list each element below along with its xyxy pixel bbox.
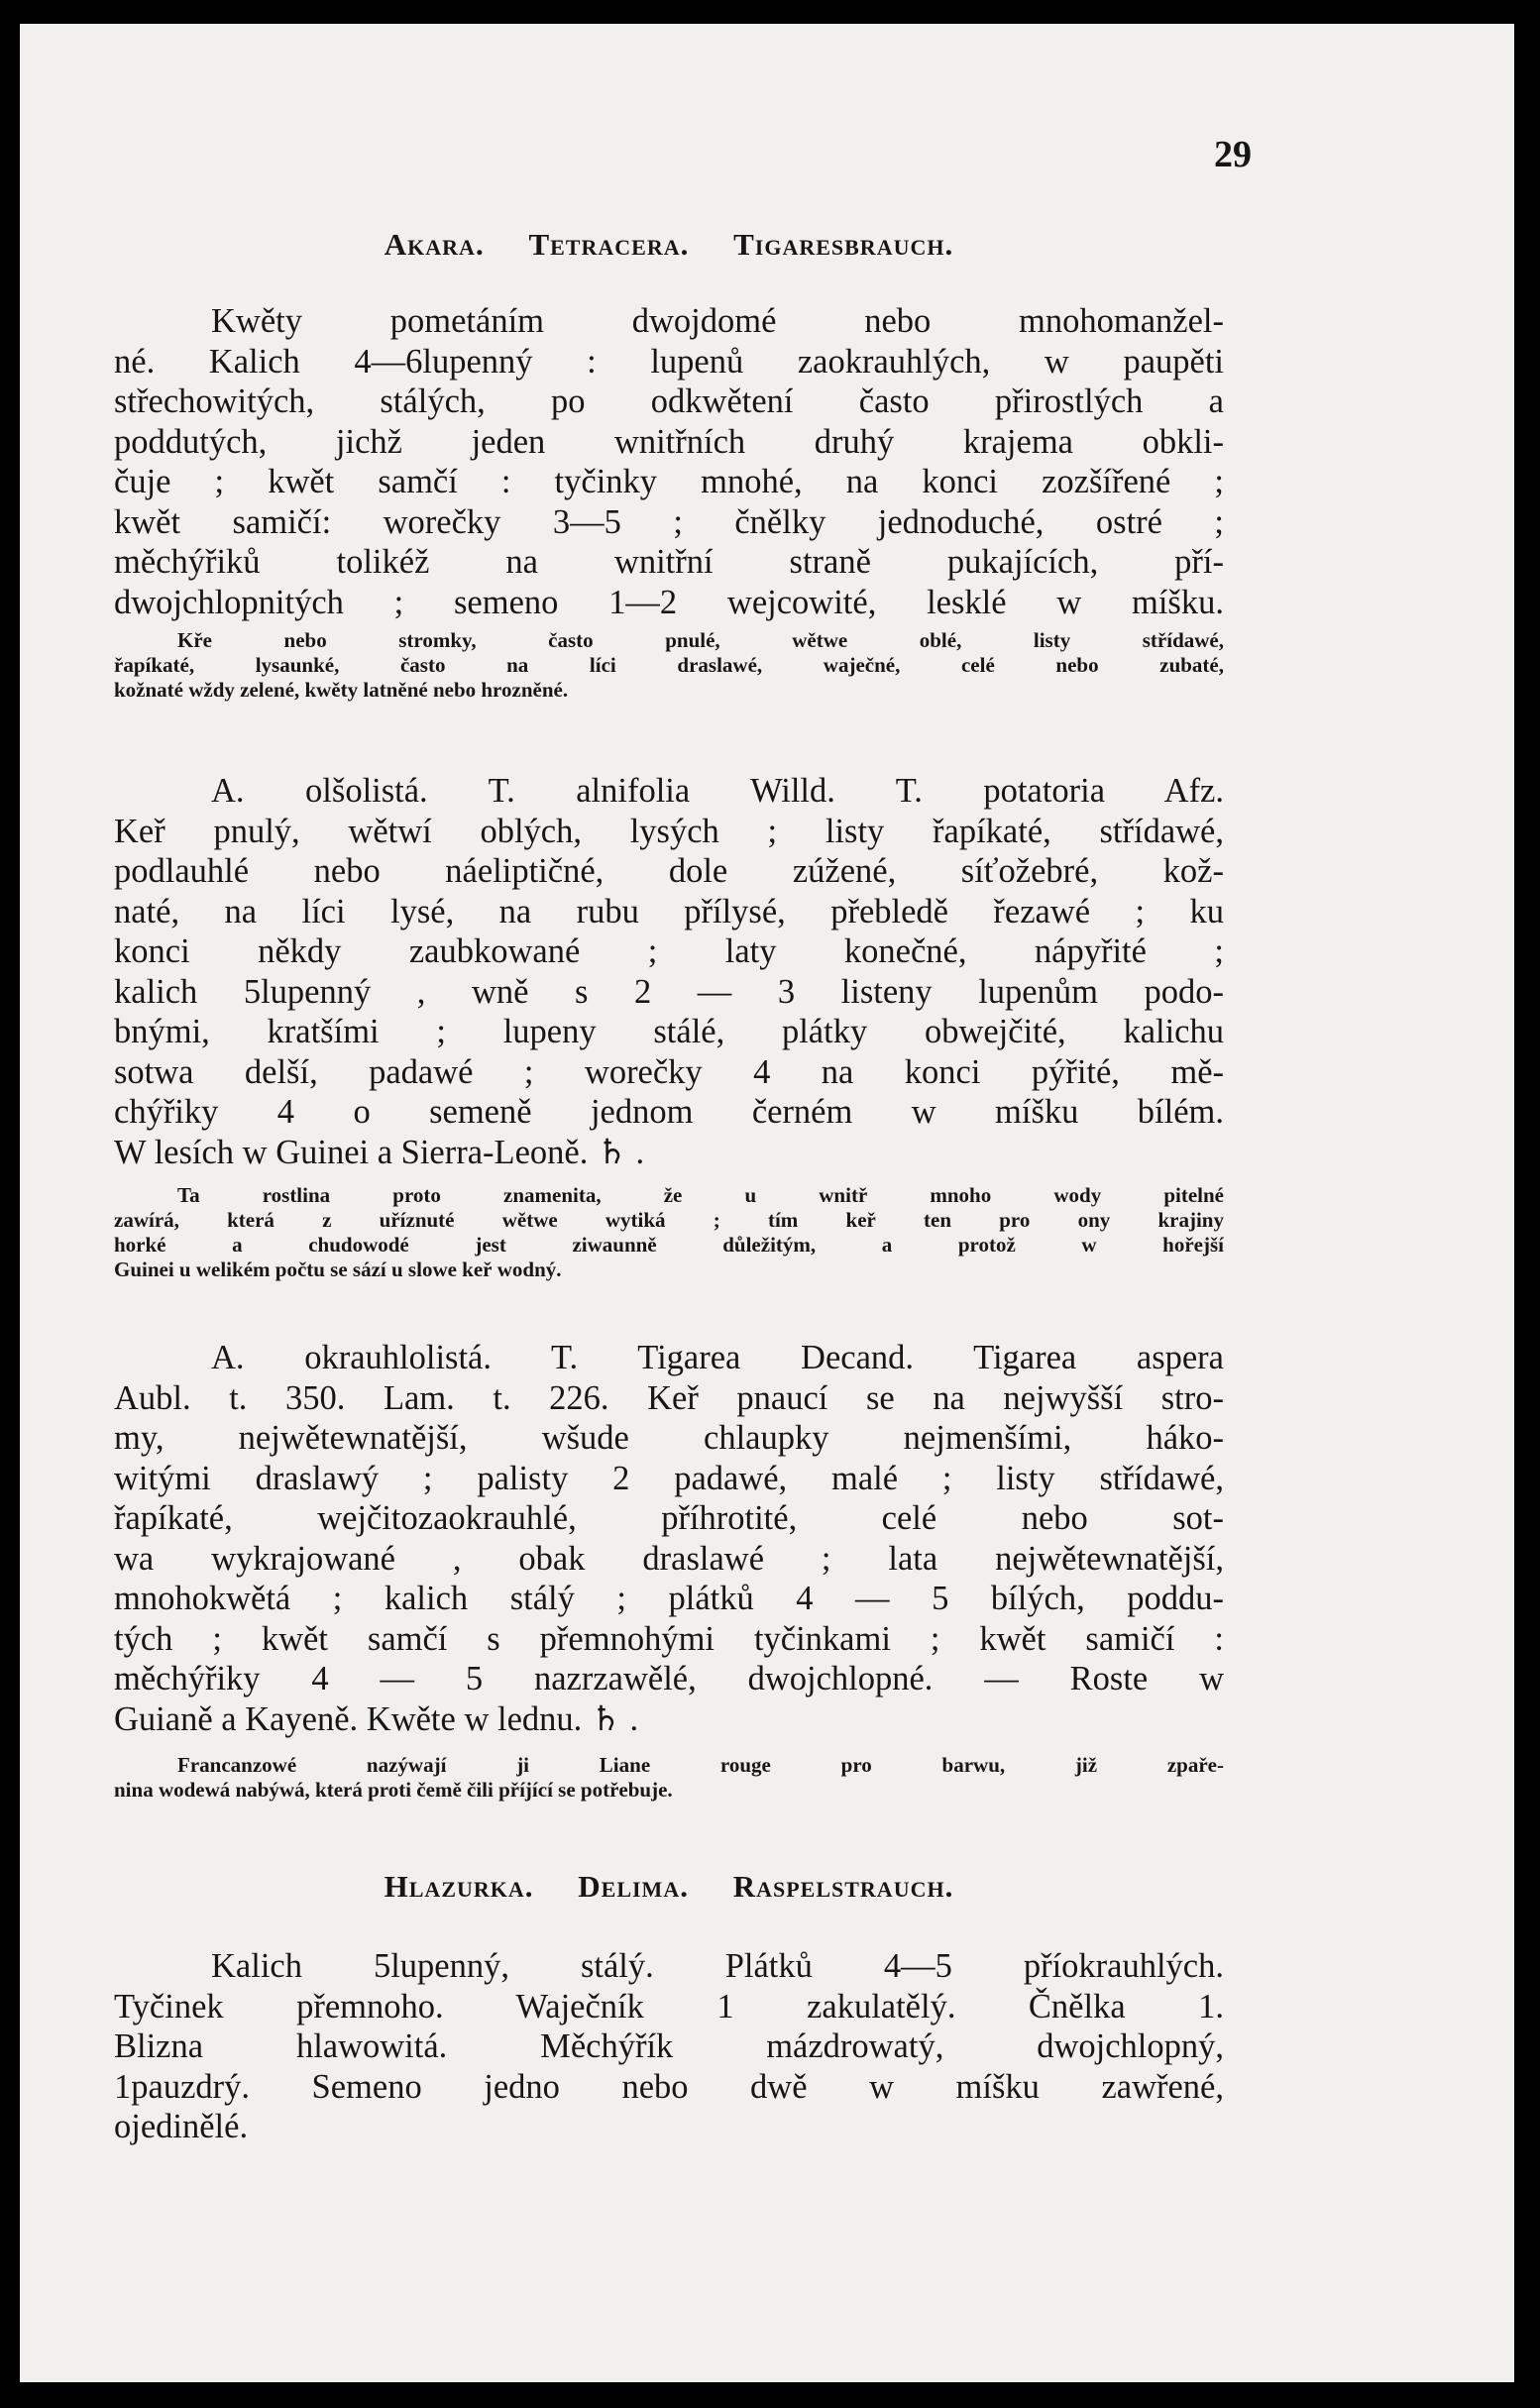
text-line: měchýřiky 4 — 5 nazrzawělé, dwojchlopné. — Roste w: [114, 1660, 1224, 1697]
text-line: kwět samičí: worečky 3—5 ; čnělky jednoduché, ostré ;: [114, 502, 1224, 541]
text-line: sotwa delší, padawé ; worečky 4 na konci pýřité, mě-: [114, 1052, 1224, 1091]
text-line: W lesích w Guinei a Sierra-Leoně. ♄ .: [114, 1133, 645, 1171]
note-line: kožnaté wždy zelené, kwěty latněné nebo hrozněné.: [114, 678, 569, 702]
text-line: Keř pnulý, wětwí oblých, lysých ; listy řapíkaté, střídawé,: [114, 812, 1224, 850]
heading-czech: Akara.: [384, 227, 485, 262]
note-line: horké a chudowodé jest ziwaunně důležitým, a protož w hořejší: [114, 1233, 1224, 1257]
text-line: naté, na líci lysé, na rubu přílysé, přebledě řezawé ; ku: [114, 892, 1224, 930]
genus-note-akara: [114, 628, 1224, 703]
book-page: [20, 24, 1514, 2382]
text-line: dwojchlopnitých ; semeno 1—2 wejcowité, lesklé w míšku.: [114, 583, 1224, 621]
page-number: 29: [1214, 134, 1252, 175]
note-line: řapíkaté, lysaunké, často na líci draslawé, waječné, celé nebo zubaté,: [114, 653, 1224, 677]
text-line: Aubl. t. 350. Lam. t. 226. Keř pnaucí se na nejwyšší stro-: [114, 1378, 1224, 1417]
heading-latin: Tetracera.: [528, 227, 690, 262]
text-line: bnými, kratšími ; lupeny stálé, plátky obwejčité, kalichu: [114, 1013, 1224, 1050]
text-line: Kwěty pometáním dwojdomé nebo mnohomanžel-: [211, 302, 1224, 340]
text-line: poddutých, jichž jeden wnitřních druhý krajema obkli-: [114, 422, 1224, 461]
text-line: witými draslawý ; palisty 2 padawé, malé ; listy střídawé,: [114, 1459, 1224, 1497]
genus-description-akara: [114, 301, 1224, 622]
species-note-alnifolia: [114, 1183, 1224, 1282]
text-line: podlauhlé nebo náeliptičné, dole zúžené, síťožebré, kož-: [114, 852, 1224, 890]
text-line: kalich 5lupenný , wně s 2 — 3 listeny lupenům podo-: [114, 972, 1224, 1011]
note-line: Guinei u welikém počtu se sází u slowe keř wodný.: [114, 1258, 562, 1281]
text-line: né. Kalich 4—6lupenný : lupenů zaokrauhlých, w paupěti: [114, 342, 1224, 381]
text-line: řapíkaté, wejčitozaokrauhlé, příhrotité, celé nebo sot-: [114, 1499, 1224, 1537]
text-line: mnohokwětá ; kalich stálý ; plátků 4 — 5 bílých, poddu-: [114, 1580, 1224, 1617]
text-line: Kalich 5lupenný, stálý. Plátků 4—5 příokrauhlých.: [211, 1947, 1224, 1985]
heading-czech: Hlazurka.: [384, 1869, 534, 1904]
heading-latin: Delima.: [578, 1869, 689, 1904]
text-line: měchýřiků tolikéž na wnitřní straně pukajících, pří-: [114, 543, 1224, 581]
note-line: Francanzowé nazýwají ji Liane rouge pro barwu, již zpaře-: [177, 1753, 1224, 1777]
text-line: ojedinělé.: [114, 2108, 249, 2145]
species-title-line: A. okrauhlolistá. T. Tigarea Decand. Tigarea aspera: [211, 1339, 1224, 1376]
text-line: chýřiky 4 o semeně jednom černém w míšku bílém.: [114, 1093, 1224, 1131]
heading-german: Tigaresbrauch.: [733, 227, 954, 262]
note-line: Ta rostlina proto znamenita, že u wnitř mnoho wody pitelné: [177, 1183, 1224, 1207]
text-line: Blizna hlawowitá. Měchýřík mázdrowatý, dwojchlopný,: [114, 2027, 1224, 2065]
species-description-tigarea: [114, 1338, 1224, 1739]
text-line: tých ; kwět samčí s přemnohými tyčinkami ; kwět samičí :: [114, 1619, 1224, 1658]
text-line: čuje ; kwět samčí : tyčinky mnohé, na konci zozšířené ;: [114, 463, 1224, 500]
text-line: Guianě a Kayeně. Kwěte w lednu. ♄ .: [114, 1699, 639, 1738]
text-line: Tyčinek přemnoho. Waječník 1 zakulatělý. Čnělka 1.: [114, 1987, 1224, 2025]
species-title-line: A. olšolistá. T. alnifolia Willd. T. potatoria Afz.: [211, 772, 1224, 810]
note-line: Kře nebo stromky, často pnulé, wětwe oblé, listy střídawé,: [177, 628, 1224, 652]
text-line: my, nejwětewnatější, wšude chlaupky nejmenšími, háko-: [114, 1419, 1224, 1457]
text-line: wa wykrajowané , obak draslawé ; lata nejwětewnatější,: [114, 1539, 1224, 1578]
text-line: 1pauzdrý. Semeno jedno nebo dwě w míšku zawřené,: [114, 2067, 1224, 2106]
text-line: střechowitých, stálých, po odkwětení často přirostlých a: [114, 383, 1224, 420]
genus-heading-hlazurka: [114, 1869, 1224, 1905]
heading-german: Raspelstrauch.: [732, 1869, 954, 1904]
text-line: konci někdy zaubkowané ; laty konečné, nápyřité ;: [114, 932, 1224, 970]
species-note-tigarea: [114, 1753, 1224, 1803]
note-line: nina wodewá nabýwá, která proti čemě čili příjící se potřebuje.: [114, 1778, 673, 1802]
genus-description-hlazurka: [114, 1946, 1224, 2147]
genus-heading-akara: [114, 227, 1224, 263]
note-line: zawírá, která z uříznuté wětwe wytiká ; tím keř ten pro ony krajiny: [114, 1208, 1224, 1232]
species-description-alnifolia: [114, 771, 1224, 1172]
